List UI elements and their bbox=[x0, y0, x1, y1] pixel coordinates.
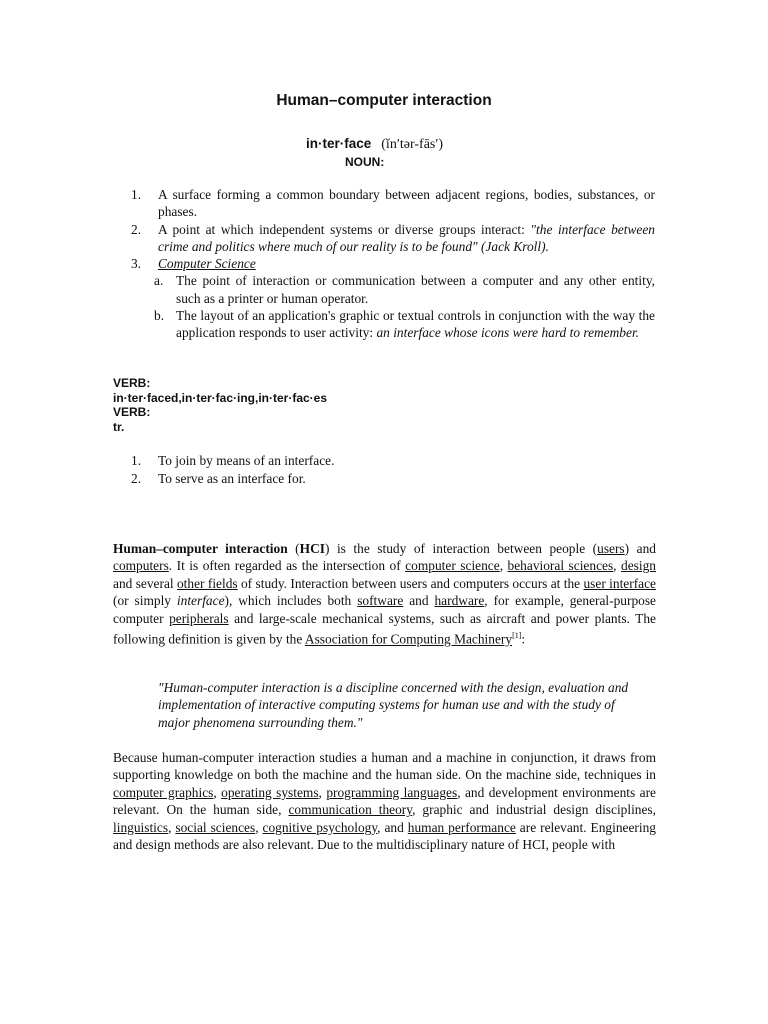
verb-sense-item bbox=[131, 452, 334, 470]
para-text: , graphic and industrial design disciplines, bbox=[412, 802, 656, 818]
definition-number: 2. bbox=[131, 221, 142, 237]
sub-definitions-list bbox=[154, 272, 655, 341]
para-text: , bbox=[213, 784, 222, 800]
para-text: Because human-computer interaction studies a human and a machine in conjunction, it draws from supporting knowledge on both the machine and the human side. On the machine side, techniques in bbox=[113, 750, 656, 783]
para-text: : bbox=[521, 631, 526, 647]
verb-sense-text: To join by means of an interface. bbox=[158, 453, 335, 468]
link-hardware[interactable]: hardware bbox=[434, 593, 485, 609]
link-user-interface[interactable]: user interface bbox=[583, 575, 656, 591]
para-text: (or simply bbox=[113, 593, 177, 609]
definition-number: 3. bbox=[131, 256, 142, 272]
definition-item bbox=[131, 186, 655, 221]
para-text: are relevant. Engineering and design methods are also relevant. Due to the multidisciplinary nature of HCI, people with bbox=[113, 819, 656, 853]
link-behavioral-sciences[interactable]: behavioral sciences bbox=[507, 558, 614, 574]
verb-sense-text: To serve as an interface for. bbox=[158, 471, 306, 486]
transitive-label: tr. bbox=[113, 419, 125, 434]
para-text: , and development environments are relevant. On the human side, bbox=[113, 784, 656, 818]
link-acm[interactable]: Association for Computing Machinery bbox=[304, 631, 513, 647]
bold-term: Human–computer interaction bbox=[113, 541, 288, 556]
para-text: ) is the study of interaction between people ( bbox=[324, 541, 598, 556]
para-text: , for example, general-purpose computer bbox=[113, 593, 656, 626]
para-text: , and bbox=[377, 819, 408, 835]
definition-example: "the interface between crime and politics where much of our reality is to be found" (Jack Kroll). bbox=[158, 221, 655, 254]
para-text: . It is often regarded as the intersection of bbox=[168, 558, 406, 574]
para-text: , bbox=[499, 558, 508, 574]
link-cognitive-psychology[interactable]: cognitive psychology bbox=[262, 819, 378, 835]
para-text: ( bbox=[287, 541, 300, 556]
bold-term: HCI bbox=[299, 541, 325, 556]
link-computer-science[interactable]: computer science bbox=[405, 558, 500, 574]
footnote-ref[interactable]: [1] bbox=[512, 631, 522, 641]
link-design[interactable]: design bbox=[621, 558, 656, 574]
para-text: and bbox=[403, 593, 435, 609]
link-users[interactable]: users bbox=[597, 541, 625, 556]
computer-science-link[interactable]: Computer Science bbox=[158, 256, 256, 272]
sub-definition-item bbox=[131, 272, 655, 307]
verb-sense-number: 1. bbox=[131, 453, 142, 468]
link-communication-theory[interactable]: communication theory bbox=[288, 802, 413, 818]
sub-definition-text: The layout of an application's graphic or textual controls in conjunction with the way the application responds to user activity: bbox=[176, 308, 655, 341]
link-software[interactable]: software bbox=[357, 593, 404, 609]
definition-item bbox=[131, 221, 655, 256]
link-human-performance[interactable]: human performance bbox=[407, 819, 516, 835]
definition-text: A point at which independent systems or diverse groups interact: bbox=[158, 221, 531, 237]
acm-definition-quote: "Human-computer interaction is a discipline concerned with the design, evaluation and implementation of interactive computing systems for human use and with the study of major phenomena surrounding them." bbox=[158, 680, 629, 730]
noun-definitions-list bbox=[131, 186, 655, 342]
hci-disciplines-paragraph bbox=[113, 749, 656, 853]
sub-definition-text: The point of interaction or communication between a computer and any other entity, such as a printer or human operator. bbox=[176, 273, 655, 306]
para-text: , bbox=[255, 819, 263, 835]
part-of-speech-noun: NOUN: bbox=[345, 155, 385, 169]
verb-label: VERB: bbox=[113, 376, 151, 390]
link-peripherals[interactable]: peripherals bbox=[169, 610, 229, 626]
verb-label: VERB: bbox=[113, 405, 151, 419]
para-text: and large-scale mechanical systems, such as aircraft and power plants. The following definition is given by the bbox=[113, 610, 656, 647]
link-computer-graphics[interactable]: computer graphics bbox=[113, 784, 214, 800]
hci-intro-paragraph bbox=[113, 540, 656, 648]
link-linguistics[interactable]: linguistics bbox=[113, 819, 169, 835]
para-text: of study. Interaction between users and computers occurs at the bbox=[237, 575, 584, 591]
link-other-fields[interactable]: other fields bbox=[176, 575, 238, 591]
sub-definition-number: a. bbox=[154, 273, 164, 289]
verb-sense-item bbox=[131, 470, 334, 488]
definition-number: 1. bbox=[131, 187, 142, 202]
sub-definition-example: an interface whose icons were hard to remember. bbox=[376, 325, 640, 341]
para-text: and several bbox=[113, 575, 177, 591]
headword-text: in·ter·face bbox=[306, 136, 372, 151]
link-computers[interactable]: computers bbox=[113, 558, 169, 574]
para-text: , bbox=[168, 819, 176, 835]
para-text: , bbox=[318, 784, 327, 800]
para-text: ), which includes both bbox=[224, 593, 358, 609]
italic-term: interface bbox=[176, 593, 225, 609]
para-text: , bbox=[613, 558, 622, 574]
link-social-sciences[interactable]: social sciences bbox=[175, 819, 256, 835]
sub-definition-number: b. bbox=[154, 308, 165, 324]
link-operating-systems[interactable]: operating systems bbox=[221, 784, 319, 800]
verb-sense-number: 2. bbox=[131, 471, 142, 486]
page-title: Human–computer interaction bbox=[276, 92, 492, 109]
verb-section bbox=[113, 376, 327, 434]
verb-forms: in·ter·faced,in·ter·fac·ing,in·ter·fac·es bbox=[113, 390, 328, 405]
definition-item bbox=[131, 255, 655, 341]
definition-text: A surface forming a common boundary between adjacent regions, bodies, substances, or phases. bbox=[158, 187, 655, 220]
para-text: ) and bbox=[624, 541, 656, 556]
verb-senses-list bbox=[131, 452, 334, 488]
pronunciation: (ĭn′tər-fās′) bbox=[381, 137, 444, 152]
dictionary-headword bbox=[306, 136, 443, 153]
link-programming-languages[interactable]: programming languages bbox=[326, 784, 458, 800]
sub-definition-item bbox=[131, 307, 655, 342]
